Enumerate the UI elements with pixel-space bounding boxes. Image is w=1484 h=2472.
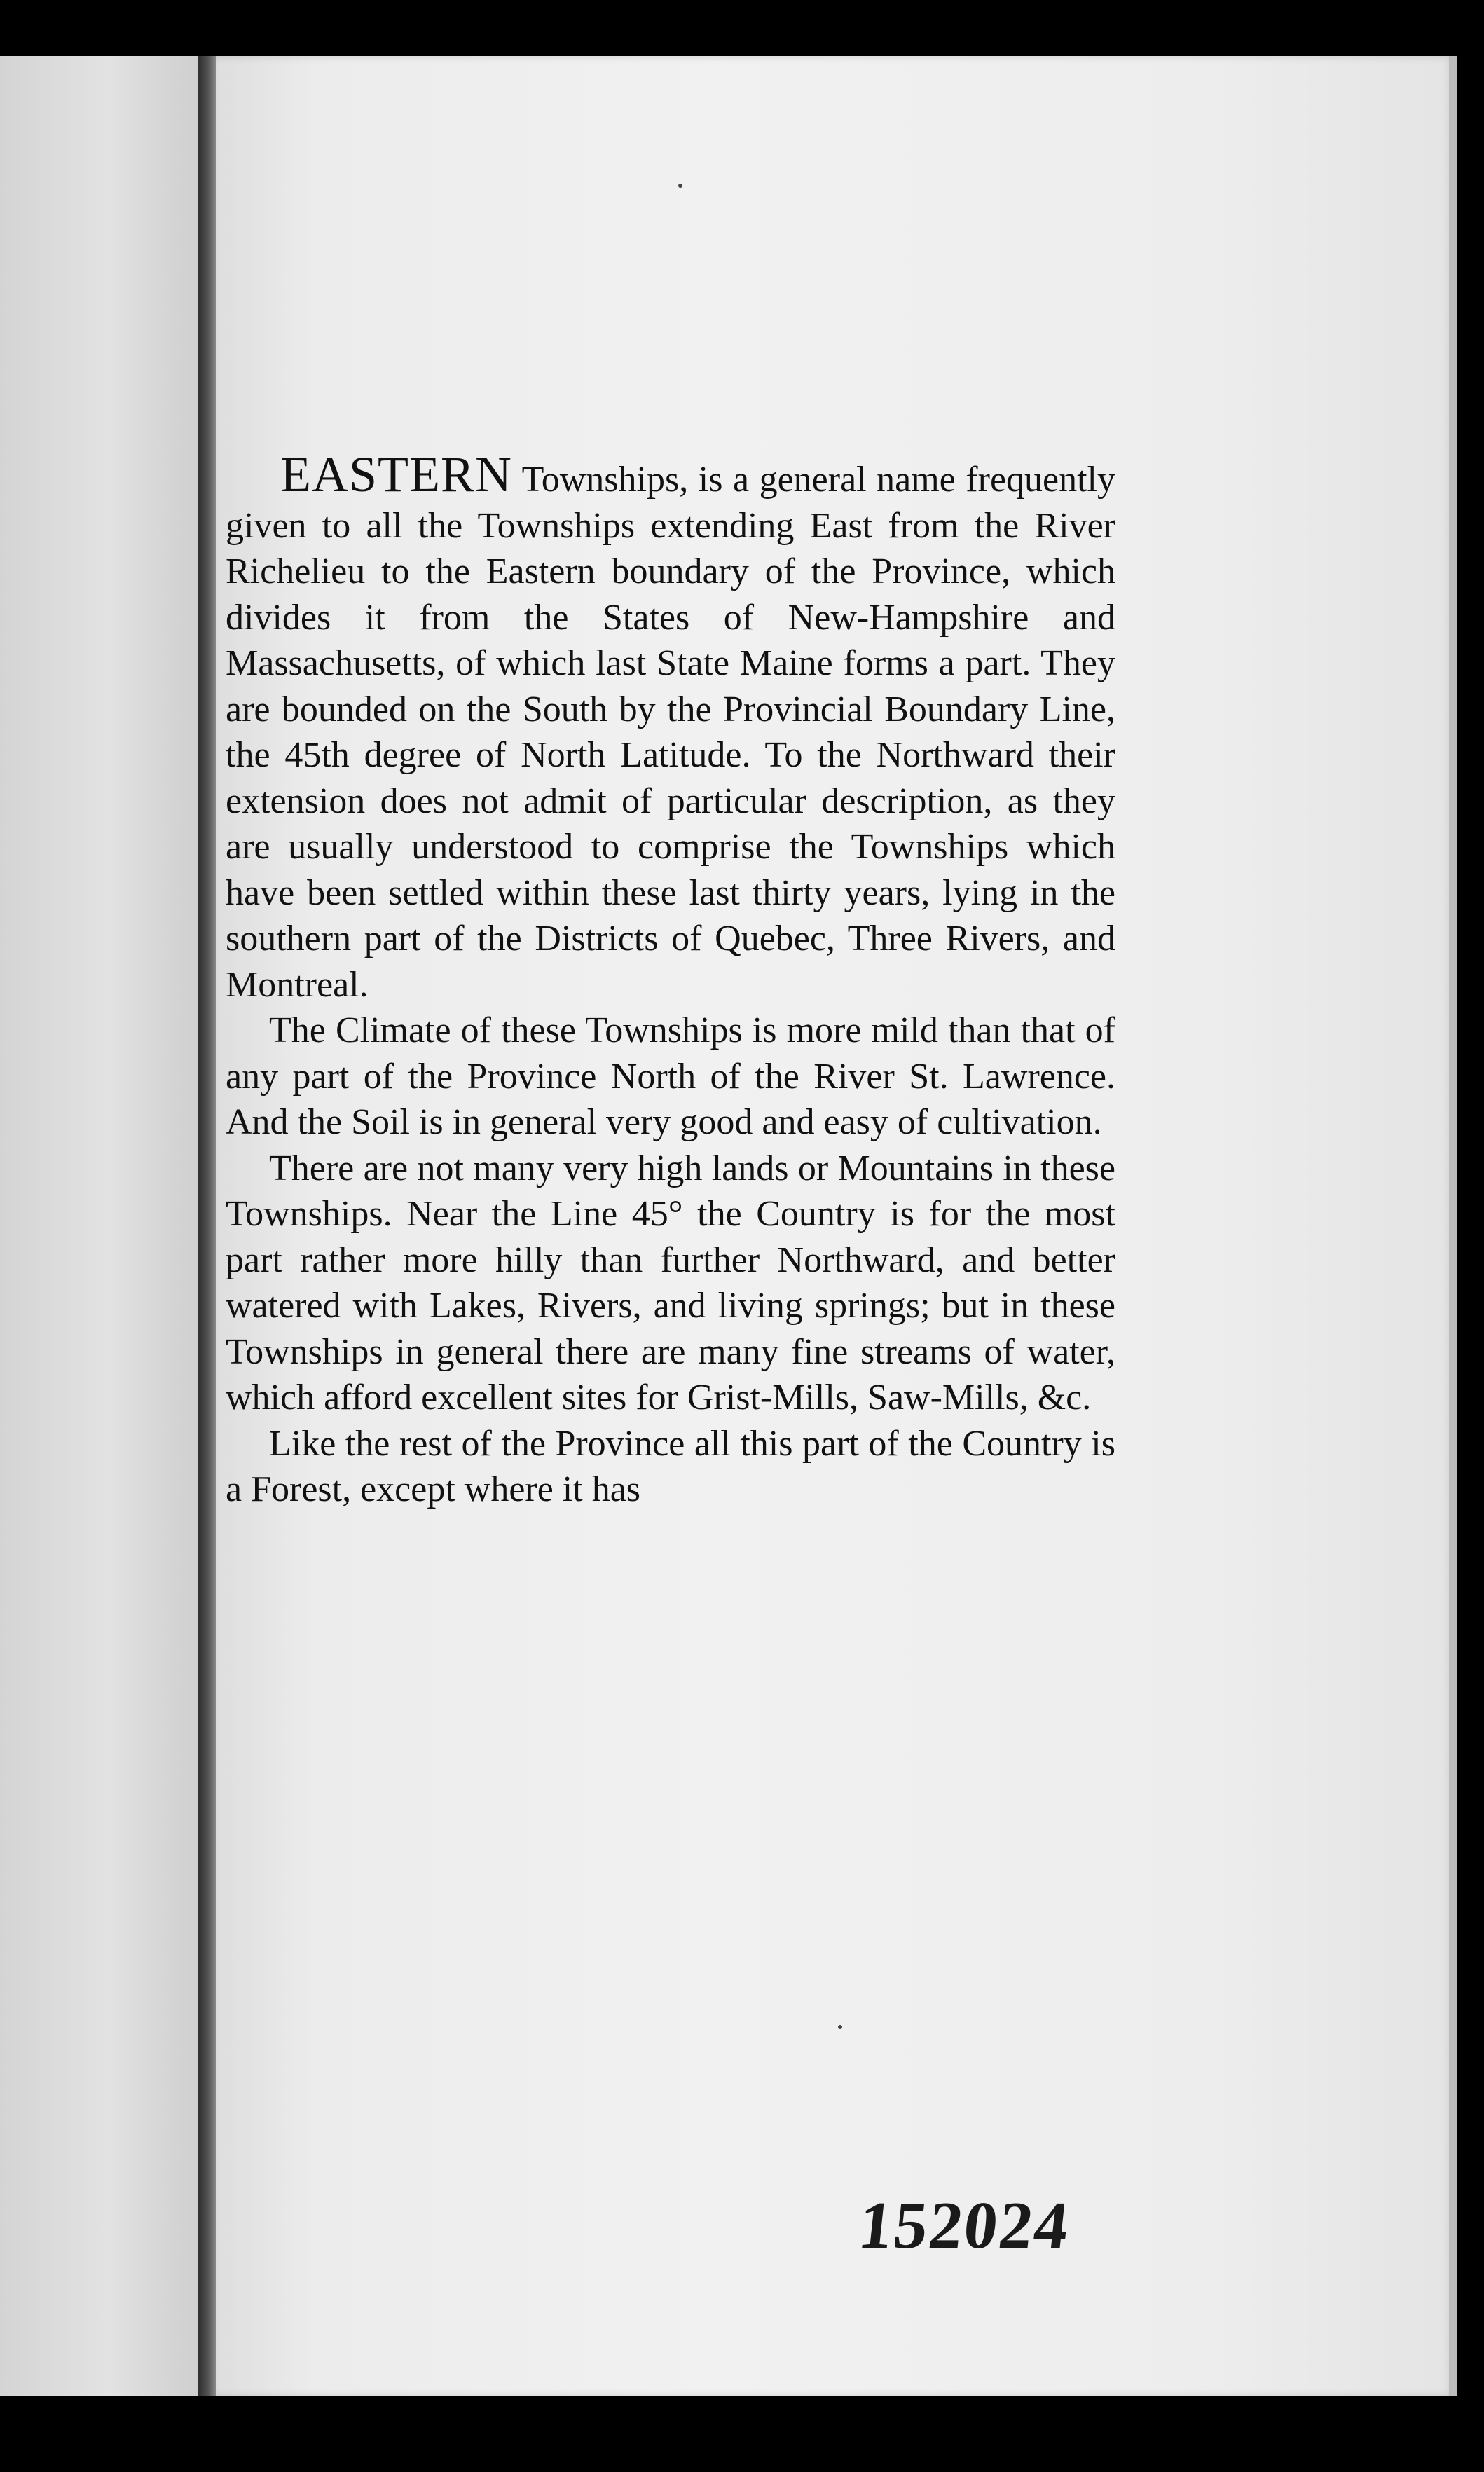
- opening-word: EASTERN: [280, 446, 512, 502]
- book-gutter: [198, 56, 216, 2396]
- paragraph-3: There are not many very high lands or Mountains in these Townships. Near the Line 45° the Country is for the most part rather more hilly than further Northward, and better watered with Lakes, Rivers, and living springs; but in these Townships in general there are many fine streams of water, which afford excellent sites for Grist-Mills, Saw-Mills, &c.: [226, 1148, 1115, 1417]
- paragraph-4: Like the rest of the Province all this part of the Country is a Forest, except where it has: [226, 1423, 1115, 1509]
- paragraph-1: [226, 446, 1115, 1008]
- paragraph-2: The Climate of these Townships is more mild than that of any part of the Province North of the River St. Lawrence. And the Soil is in general very good and easy of cultivation.: [226, 1010, 1115, 1142]
- body-text: [226, 446, 1115, 1513]
- paragraph-1-text: Townships, is a general name frequently given to all the Townships extending East from the River Richelieu to the Eastern boundary of the Province, which divides it from the States of New-Hampshire and Massachusetts, of which last State Maine forms a part. They are bounded on the South by the Provincial Boundary Line, the 45th degree of North Latitude. To the Northward their extension does not admit of particular description, as they are usually understood to comprise the Townships which have been settled within these last thirty years, lying in the southern part of the Districts of Quebec, Three Rivers, and Montreal.: [226, 460, 1115, 1005]
- scan-top-border: [0, 0, 1484, 56]
- scan-bottom-border: [0, 2396, 1484, 2472]
- page-edge: [1449, 56, 1457, 2396]
- paper-speck: [678, 184, 682, 188]
- paper-speck: [838, 2025, 842, 2029]
- facing-page-left: [0, 56, 198, 2396]
- catalog-stamp-number: 152024: [855, 2188, 1073, 2262]
